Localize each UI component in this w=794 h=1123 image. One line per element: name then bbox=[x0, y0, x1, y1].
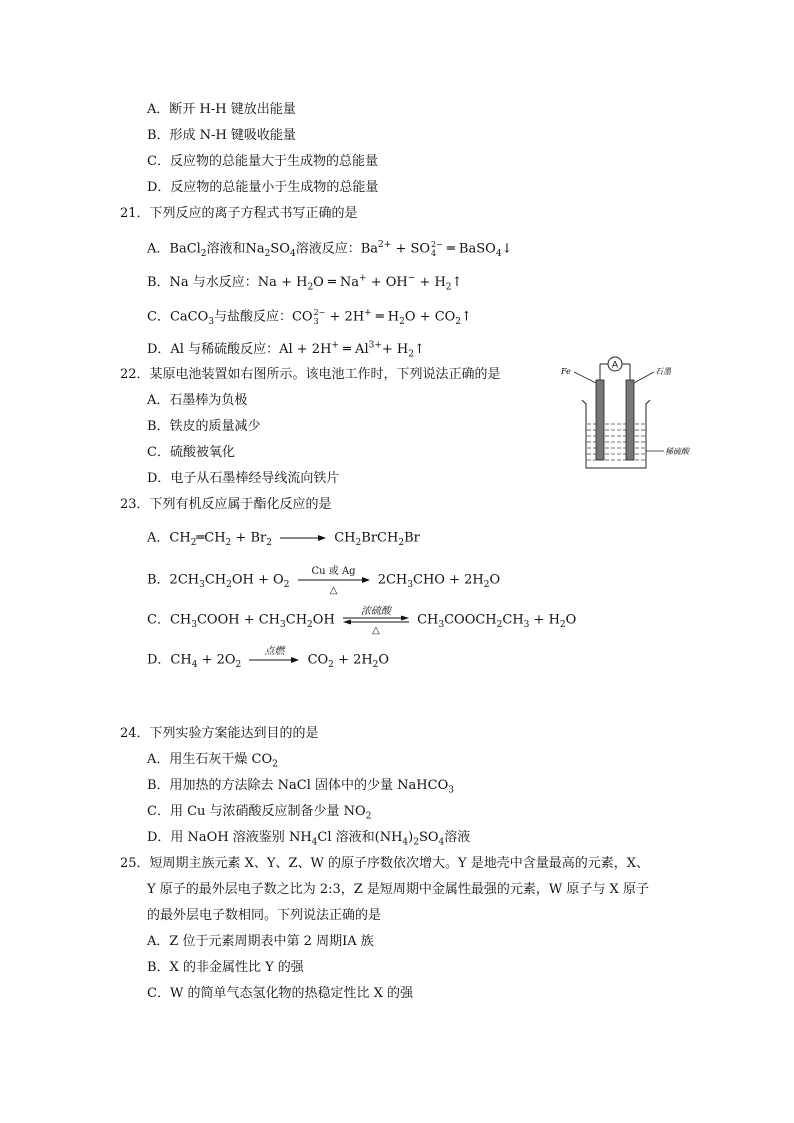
q24-option-a: A．用生石灰干燥 $CO_2$ bbox=[147, 752, 278, 770]
q23-option-c: C．$CH_3COOH + CH_3CH_2OH$ 浓硫酸 △ $CH_3COOCH_2CH_3 + H_2O$ bbox=[147, 606, 577, 636]
q23-stem: 23．下列有机反应属于酯化反应的是 bbox=[120, 497, 332, 512]
galvanic-cell-figure bbox=[560, 352, 700, 474]
q22-option-b: B．铁皮的质量减少 bbox=[147, 419, 261, 434]
q25-stem-line-3: 的最外层电子数相同。下列说法正确的是 bbox=[147, 908, 382, 923]
reaction-arrow bbox=[280, 529, 326, 547]
q24-stem: 24．下列实验方案能达到目的的是 bbox=[120, 726, 319, 741]
svg-text:Fe: Fe bbox=[561, 367, 571, 376]
q25-option-a: A．Z 位于元素周期表中第 2 周期ⅠA 族 bbox=[147, 934, 374, 949]
q20-option-d: D．反应物的总能量小于生成物的总能量 bbox=[147, 180, 379, 195]
q25-option-b: B．X 的非金属性比 Y 的强 bbox=[147, 960, 304, 975]
galvanic-cell-diagram bbox=[560, 352, 700, 474]
reversible-arrow: 浓硫酸 △ bbox=[343, 611, 409, 629]
iron-electrode bbox=[596, 380, 604, 460]
q24-option-c: C．用 Cu 与浓硝酸反应制备少量 $NO_2$ bbox=[147, 804, 372, 822]
q24-option-d: D．用 NaOH 溶液鉴别 $NH_4Cl$ 溶液和$(NH_4)_2SO_4$溶液 bbox=[147, 830, 471, 848]
q21-stem: 21．下列反应的离子方程式书写正确的是 bbox=[120, 206, 358, 221]
reaction-arrow-catalyst: Cu 或 Ag △ bbox=[298, 571, 370, 589]
q21-option-a: A．BaCl$_2$溶液和$Na_2SO_4$溶液反应：$Ba^{2+}$ + SO 2− 4 ═ BaSO$_4$↓ bbox=[147, 240, 513, 260]
q21-option-d: D．Al 与稀硫酸反应：Al + 2H+ ═ $Al^{3+}+$ $H_2↑$ bbox=[147, 340, 425, 360]
q21-option-c: C．CaCO$_3$与盐酸反应：CO 2− 3 + 2H+ ═ $H_2O$ + $CO_2↑$ bbox=[147, 308, 472, 328]
q22-option-d: D．电子从石墨棒经导线流向铁片 bbox=[147, 471, 340, 486]
q22-option-c: C．硫酸被氧化 bbox=[147, 445, 235, 460]
q25-option-c: C．W 的简单气态氢化物的热稳定性比 X 的强 bbox=[147, 986, 413, 1001]
q24-option-b: B．用加热的方法除去 NaCl 固体中的少量 NaHCO$_3$ bbox=[147, 778, 454, 796]
q21-option-b: B．Na 与水反应：$Na + H_2O$ ═ $Na^+ + OH^- + H_2↑$ bbox=[147, 273, 463, 293]
svg-text:稀硫酸: 稀硫酸 bbox=[665, 447, 689, 456]
q22-stem: 22．某原电池装置如右图所示。该电池工作时，下列说法正确的是 bbox=[120, 367, 501, 382]
q25-stem-line-2: Y 原子的最外层电子数之比为 2:3，Z 是短周期中金属性最强的元素，W 原子与 X 原子 bbox=[147, 882, 649, 897]
svg-text:石墨: 石墨 bbox=[655, 367, 671, 376]
q23-option-b: B．$2CH_3CH_2OH + O_2$ Cu 或 Ag △ $2CH_3CHO + 2H_2O$ bbox=[147, 566, 501, 596]
q20-option-a: A．断开 H-H 键放出能量 bbox=[147, 102, 296, 117]
q23-option-a: A．$CH_2═CH_2 + Br_2$ $CH_2BrCH_2Br$ bbox=[147, 530, 420, 549]
reaction-arrow-ignite: 点燃 bbox=[249, 651, 299, 669]
q23-option-d: D．$CH_4 + 2O_2$ 点燃 $CO_2 + 2H_2O$ bbox=[147, 646, 390, 671]
q20-option-b: B．形成 N-H 键吸收能量 bbox=[147, 128, 296, 143]
graphite-electrode bbox=[626, 380, 634, 460]
q25-stem-line-1: 25．短周期主族元素 X、Y、Z、W 的原子序数依次增大。Y 是地壳中含量最高的元素，X、 bbox=[120, 856, 650, 871]
q22-option-a: A．石墨棒为负极 bbox=[147, 393, 248, 408]
svg-text:A: A bbox=[611, 360, 619, 371]
q20-option-c: C．反应物的总能量大于生成物的总能量 bbox=[147, 154, 378, 169]
